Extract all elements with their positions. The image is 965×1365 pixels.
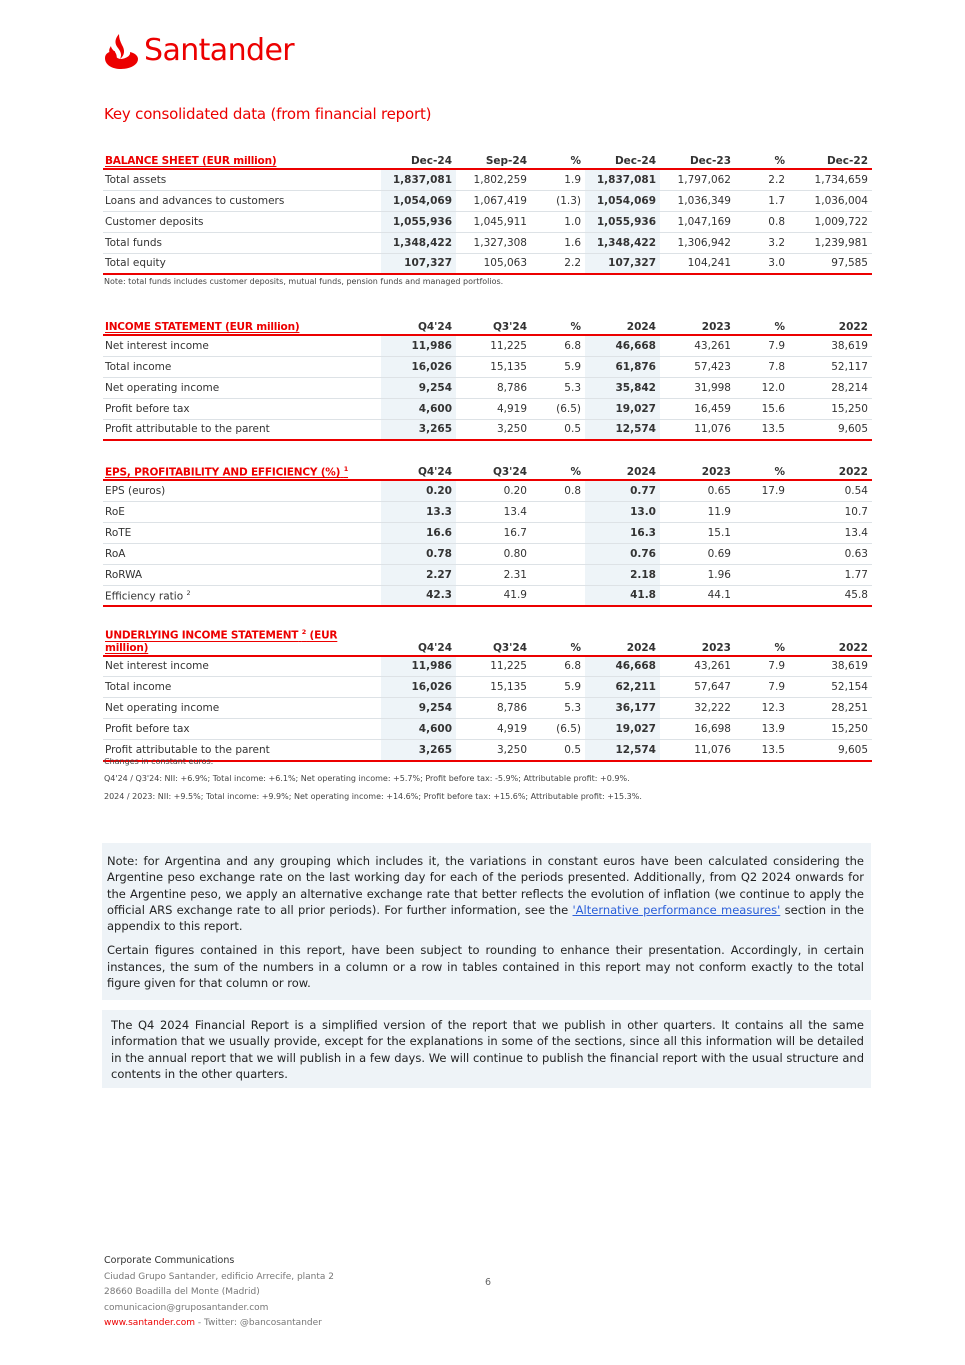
table-cell: 44.1 — [660, 585, 735, 606]
table-cell: 0.20 — [456, 480, 531, 501]
table-cell — [531, 522, 585, 543]
argentina-note-paragraph — [107, 853, 864, 934]
table-cell: 0.8 — [735, 211, 789, 232]
row-label — [103, 698, 381, 719]
table-cell: 1,306,942 — [660, 232, 735, 253]
table-cell — [531, 585, 585, 606]
table-cell: 41.9 — [456, 585, 531, 606]
row-label — [103, 480, 381, 501]
table-cell: 2.2 — [531, 253, 585, 274]
table-cell: 1.96 — [660, 564, 735, 585]
column-header: 2022 — [789, 316, 872, 335]
table-cell: 0.20 — [381, 480, 456, 501]
table-cell: 5.9 — [531, 677, 585, 698]
table-cell: 4,600 — [381, 398, 456, 419]
row-label-text: Profit before tax — [105, 402, 190, 415]
table-cell: 1,045,911 — [456, 211, 531, 232]
table-cell: 35,842 — [585, 377, 660, 398]
note-text: Note: for Argentina and any grouping which includes it, the variations in constant euros have been calculated considering the Argentine peso exchange rate on the last working day for each of the periods presented. Additionally, from Q2 2024 onwards for the Argentine peso, we apply an alternative exchange rate that better reflects the evolution of inflation (we continue to apply the official ARS exchange rate to all prior periods). For further information, see the — [107, 854, 864, 917]
underlying-income-table — [103, 628, 872, 762]
column-header: % — [735, 316, 789, 335]
table-cell: 1.7 — [735, 190, 789, 211]
footer-contact — [104, 1253, 334, 1331]
section-title: Key consolidated data (from financial report) — [104, 105, 432, 123]
footer-address-line1: Ciudad Grupo Santander, edificio Arrecife, planta 2 — [104, 1272, 335, 1283]
table-cell: 12.0 — [735, 377, 789, 398]
table-cell — [531, 564, 585, 585]
balance-sheet-table — [103, 150, 872, 275]
table-header-row — [103, 316, 872, 335]
table-cell: 6.8 — [531, 656, 585, 677]
table-cell: 7.9 — [735, 656, 789, 677]
table-cell: 15,250 — [789, 398, 872, 419]
table-row — [103, 740, 872, 761]
table-cell: 15.6 — [735, 398, 789, 419]
column-header: 2023 — [660, 628, 735, 656]
table-cell: 1.0 — [531, 211, 585, 232]
table-cell: 15,135 — [456, 677, 531, 698]
table-title — [103, 628, 381, 656]
table-cell: 11,076 — [660, 740, 735, 761]
table-cell — [735, 522, 789, 543]
column-header: Sep-24 — [456, 150, 531, 169]
row-label-text: EPS (euros) — [105, 484, 166, 497]
constant-euros-note-annual: 2024 / 2023: NII: +9.5%; Total income: +9.9%; Net operating income: +14.6%; Profit before tax: +15.6%; Attributable profit: +15.3%. — [104, 792, 642, 801]
table-cell: (1.3) — [531, 190, 585, 211]
footnote-marker: 1 — [343, 464, 349, 473]
table-row — [103, 480, 872, 501]
table-cell: 5.3 — [531, 377, 585, 398]
table-cell: 1,239,981 — [789, 232, 872, 253]
table-row — [103, 656, 872, 677]
row-label — [103, 656, 381, 677]
table-cell: 15.1 — [660, 522, 735, 543]
table-cell: 11,076 — [660, 419, 735, 440]
constant-euros-note-heading: Changes in constant euros: — [104, 757, 214, 766]
table-row — [103, 253, 872, 274]
table-cell: 5.9 — [531, 356, 585, 377]
table-cell: 43,261 — [660, 335, 735, 356]
table-cell: 1,802,259 — [456, 169, 531, 190]
table-row — [103, 677, 872, 698]
table-title-text: UNDERLYING INCOME STATEMENT — [105, 629, 299, 642]
table-cell: 9,254 — [381, 698, 456, 719]
q4-report-info-box — [102, 1010, 871, 1088]
table-cell: 0.63 — [789, 543, 872, 564]
row-label-text: Efficiency ratio — [105, 590, 184, 602]
table-cell: 31,998 — [660, 377, 735, 398]
eps-profitability-table — [103, 461, 872, 607]
note-text: section in the appendix to this report. — [107, 902, 864, 934]
table-cell: 9,254 — [381, 377, 456, 398]
table-row — [103, 190, 872, 211]
table-title-text: EPS, PROFITABILITY AND EFFICIENCY (%) — [105, 466, 341, 478]
row-label — [103, 719, 381, 740]
row-label-text: Profit before tax — [105, 723, 190, 735]
rounding-note-paragraph: Certain figures contained in this report, have been subject to rounding to enhance their presentation. Accordingly, in certain instances, the sum of the numbers in a column or a row in tables contained in this report may not conform exactly to the total figure given for that column or row. — [107, 943, 864, 991]
table-cell: 13.3 — [381, 501, 456, 522]
table-cell: 2.27 — [381, 564, 456, 585]
footer-address-line2: 28660 Boadilla del Monte (Madrid) — [104, 1287, 260, 1298]
column-header: Dec-22 — [789, 150, 872, 169]
table-cell: 0.77 — [585, 480, 660, 501]
q4-report-info-text: The Q4 2024 Financial Report is a simplified version of the report that we publish in other quarters. It contains all the same information that we usually provide, except for the explanations in some of the sections, since all this information will be detailed in the annual report that we will publish in a few days. We will continue to publish the financial report with the usual structure and contents in the other quarters. — [111, 1018, 864, 1081]
row-label — [103, 398, 381, 419]
table-cell: 9,605 — [789, 419, 872, 440]
table-cell: 62,211 — [585, 677, 660, 698]
table-cell — [735, 585, 789, 606]
row-label — [103, 356, 381, 377]
column-header: Q3'24 — [456, 316, 531, 335]
table-cell: 1,055,936 — [585, 211, 660, 232]
table-cell: 1,054,069 — [585, 190, 660, 211]
table-cell: 16.6 — [381, 522, 456, 543]
row-label — [103, 190, 381, 211]
table-cell: 3.2 — [735, 232, 789, 253]
column-header: 2024 — [585, 316, 660, 335]
table-cell: 5.3 — [531, 698, 585, 719]
row-label-text: Total funds — [105, 236, 163, 249]
table-cell: 32,222 — [660, 698, 735, 719]
table-title — [103, 461, 381, 480]
income-statement-body — [103, 335, 872, 440]
table-cell: 4,919 — [456, 719, 531, 740]
row-label-text: Profit attributable to the parent — [105, 423, 270, 436]
row-label — [103, 169, 381, 190]
row-label — [103, 585, 381, 606]
column-header: % — [735, 150, 789, 169]
table-cell: 1.6 — [531, 232, 585, 253]
footer-email[interactable]: comunicacion@gruposantander.com — [104, 1302, 269, 1313]
table-cell: 1,734,659 — [789, 169, 872, 190]
table-cell: 28,251 — [789, 698, 872, 719]
row-label-text: RoA — [105, 547, 126, 560]
row-label — [103, 211, 381, 232]
row-label-text: Customer deposits — [105, 215, 204, 228]
row-label-text: Loans and advances to customers — [105, 194, 285, 207]
row-label-text: RoTE — [105, 526, 132, 539]
table-cell: 97,585 — [789, 253, 872, 274]
page-number: 6 — [485, 1277, 492, 1288]
table-row — [103, 356, 872, 377]
table-cell: 36,177 — [585, 698, 660, 719]
table-cell: 15,250 — [789, 719, 872, 740]
row-label-text: Total assets — [105, 173, 167, 186]
row-label — [103, 543, 381, 564]
table-cell: 11,225 — [456, 335, 531, 356]
table-cell — [735, 564, 789, 585]
table-cell: 57,423 — [660, 356, 735, 377]
table-cell: 16,698 — [660, 719, 735, 740]
table-cell: 13.4 — [789, 522, 872, 543]
column-header: Q4'24 — [381, 316, 456, 335]
table-cell: 3,265 — [381, 419, 456, 440]
underlying-income-body — [103, 656, 872, 761]
footnote-marker: 2 — [301, 628, 307, 636]
table-cell: 42.3 — [381, 585, 456, 606]
income-statement-table — [103, 316, 872, 441]
table-cell: 1,055,936 — [381, 211, 456, 232]
table-cell: 2.2 — [735, 169, 789, 190]
table-cell: 1.77 — [789, 564, 872, 585]
table-cell: 52,117 — [789, 356, 872, 377]
table-cell: 11.9 — [660, 501, 735, 522]
table-cell: 8,786 — [456, 698, 531, 719]
row-label — [103, 677, 381, 698]
table-row — [103, 501, 872, 522]
table-cell: 7.9 — [735, 335, 789, 356]
table-cell: 61,876 — [585, 356, 660, 377]
table-cell: 1,837,081 — [585, 169, 660, 190]
eps-profitability-body — [103, 480, 872, 606]
row-label-text: RoRWA — [105, 568, 143, 581]
column-header: 2022 — [789, 628, 872, 656]
column-header: % — [735, 461, 789, 480]
table-cell: 0.76 — [585, 543, 660, 564]
row-label-text: Net interest income — [105, 339, 209, 352]
table-header-row — [103, 461, 872, 480]
table-row — [103, 232, 872, 253]
table-cell: 0.65 — [660, 480, 735, 501]
table-cell: 1,348,422 — [381, 232, 456, 253]
column-header: 2024 — [585, 461, 660, 480]
table-cell: 1,036,004 — [789, 190, 872, 211]
column-header: 2024 — [585, 628, 660, 656]
table-cell: 0.5 — [531, 740, 585, 761]
column-header: Dec-24 — [585, 150, 660, 169]
row-label — [103, 232, 381, 253]
column-header: Q4'24 — [381, 461, 456, 480]
column-header: Dec-24 — [381, 150, 456, 169]
table-cell: 0.54 — [789, 480, 872, 501]
table-row — [103, 543, 872, 564]
table-cell: 13.0 — [585, 501, 660, 522]
column-header: 2022 — [789, 461, 872, 480]
table-row — [103, 585, 872, 606]
table-cell: 46,668 — [585, 656, 660, 677]
table-row — [103, 719, 872, 740]
column-header: % — [531, 316, 585, 335]
table-cell: 12.3 — [735, 698, 789, 719]
table-header-row — [103, 628, 872, 656]
table-cell: 17.9 — [735, 480, 789, 501]
footnote-marker: 2 — [186, 588, 191, 597]
table-cell: 0.80 — [456, 543, 531, 564]
column-header: % — [531, 150, 585, 169]
table-cell: 16,026 — [381, 356, 456, 377]
alternative-performance-measures-link[interactable]: 'Alternative performance measures' — [572, 902, 781, 917]
table-cell: 11,225 — [456, 656, 531, 677]
column-header: Q3'24 — [456, 628, 531, 656]
table-cell: 1,797,062 — [660, 169, 735, 190]
table-cell: 1,054,069 — [381, 190, 456, 211]
table-cell: 7.8 — [735, 356, 789, 377]
table-cell: 3.0 — [735, 253, 789, 274]
column-header: 2023 — [660, 316, 735, 335]
table-cell: 11,986 — [381, 335, 456, 356]
row-label — [103, 377, 381, 398]
table-cell: 10.7 — [789, 501, 872, 522]
table-cell: 12,574 — [585, 740, 660, 761]
balance-sheet-body — [103, 169, 872, 274]
table-row — [103, 698, 872, 719]
column-header: Q3'24 — [456, 461, 531, 480]
table-cell: 1.9 — [531, 169, 585, 190]
column-header: Dec-23 — [660, 150, 735, 169]
table-cell: 0.8 — [531, 480, 585, 501]
table-row — [103, 564, 872, 585]
table-cell: 16.3 — [585, 522, 660, 543]
table-cell: 105,063 — [456, 253, 531, 274]
table-cell: 3,250 — [456, 419, 531, 440]
table-cell: 45.8 — [789, 585, 872, 606]
column-header: % — [531, 628, 585, 656]
table-cell: 1,327,308 — [456, 232, 531, 253]
table-row — [103, 419, 872, 440]
column-header: Q4'24 — [381, 628, 456, 656]
table-cell: 3,265 — [381, 740, 456, 761]
constant-euros-note-quarterly: Q4'24 / Q3'24: NII: +6.9%; Total income: +6.1%; Net operating income: +5.7%; Profit before tax: -5.9%; Attributable profit: +0.9%. — [104, 774, 630, 783]
table-cell: 104,241 — [660, 253, 735, 274]
table-cell: 13.4 — [456, 501, 531, 522]
table-cell: 28,214 — [789, 377, 872, 398]
footer-heading: Corporate Communications — [104, 1255, 235, 1266]
row-label-text: Total equity — [105, 257, 166, 270]
row-label — [103, 253, 381, 274]
table-cell — [735, 543, 789, 564]
table-row — [103, 377, 872, 398]
table-cell — [735, 501, 789, 522]
row-label-text: Total income — [105, 681, 172, 693]
table-cell: 19,027 — [585, 398, 660, 419]
website-link[interactable]: www.santander.com — [104, 1317, 195, 1328]
table-cell: 107,327 — [381, 253, 456, 274]
table-header-row — [103, 150, 872, 169]
table-cell: 8,786 — [456, 377, 531, 398]
table-cell: 4,600 — [381, 719, 456, 740]
table-cell: 1,067,419 — [456, 190, 531, 211]
table-cell: 107,327 — [585, 253, 660, 274]
table-cell: 0.69 — [660, 543, 735, 564]
table-cell: 57,647 — [660, 677, 735, 698]
santander-logo — [103, 32, 294, 70]
table-row — [103, 169, 872, 190]
table-cell: 6.8 — [531, 335, 585, 356]
row-label-text: RoE — [105, 505, 125, 518]
table-cell: 1,009,722 — [789, 211, 872, 232]
table-cell: 4,919 — [456, 398, 531, 419]
argentina-note-box — [102, 843, 871, 1000]
table-cell: 2.18 — [585, 564, 660, 585]
footer-links — [104, 1316, 334, 1331]
row-label — [103, 335, 381, 356]
table-cell: 9,605 — [789, 740, 872, 761]
row-label-text: Net interest income — [105, 660, 209, 673]
table-cell: 38,619 — [789, 335, 872, 356]
row-label — [103, 501, 381, 522]
table-cell: 16,026 — [381, 677, 456, 698]
balance-sheet-note: Note: total funds includes customer deposits, mutual funds, pension funds and managed portfolios. — [104, 277, 504, 286]
table-cell: 16.7 — [456, 522, 531, 543]
table-cell: 1,036,349 — [660, 190, 735, 211]
table-cell: 16,459 — [660, 398, 735, 419]
table-row — [103, 335, 872, 356]
table-cell: 1,837,081 — [381, 169, 456, 190]
table-cell: 7.9 — [735, 677, 789, 698]
row-label-text: Net operating income — [105, 702, 220, 714]
brand-name: Santander — [144, 33, 295, 68]
twitter-handle: - Twitter: @bancosantander — [194, 1317, 322, 1328]
row-label — [103, 522, 381, 543]
row-label-text: Total income — [105, 360, 172, 373]
row-label-text: Net operating income — [105, 381, 220, 394]
table-cell: 1,348,422 — [585, 232, 660, 253]
row-label-text: Profit attributable to the parent — [105, 743, 270, 756]
table-cell: 0.78 — [381, 543, 456, 564]
table-title-unit: (EUR million) — [105, 629, 338, 654]
table-cell: (6.5) — [531, 719, 585, 740]
table-cell: 52,154 — [789, 677, 872, 698]
table-cell: 43,261 — [660, 656, 735, 677]
table-cell: 13.9 — [735, 719, 789, 740]
table-cell: 12,574 — [585, 419, 660, 440]
table-cell: 13.5 — [735, 740, 789, 761]
table-cell: 38,619 — [789, 656, 872, 677]
table-cell — [531, 501, 585, 522]
table-cell: 46,668 — [585, 335, 660, 356]
column-header: % — [735, 628, 789, 656]
table-cell: 1,047,169 — [660, 211, 735, 232]
table-cell — [531, 543, 585, 564]
table-row — [103, 398, 872, 419]
table-cell: 13.5 — [735, 419, 789, 440]
table-cell: 2.31 — [456, 564, 531, 585]
table-cell: 11,986 — [381, 656, 456, 677]
row-label — [103, 419, 381, 440]
row-label — [103, 564, 381, 585]
table-title: INCOME STATEMENT (EUR million) — [103, 316, 381, 335]
table-row — [103, 522, 872, 543]
santander-flame-icon — [103, 32, 139, 70]
table-cell: (6.5) — [531, 398, 585, 419]
column-header: 2023 — [660, 461, 735, 480]
table-row — [103, 211, 872, 232]
table-cell: 0.5 — [531, 419, 585, 440]
table-cell: 3,250 — [456, 740, 531, 761]
table-title: BALANCE SHEET (EUR million) — [103, 150, 381, 169]
table-cell: 19,027 — [585, 719, 660, 740]
table-cell: 41.8 — [585, 585, 660, 606]
column-header: % — [531, 461, 585, 480]
table-cell: 15,135 — [456, 356, 531, 377]
